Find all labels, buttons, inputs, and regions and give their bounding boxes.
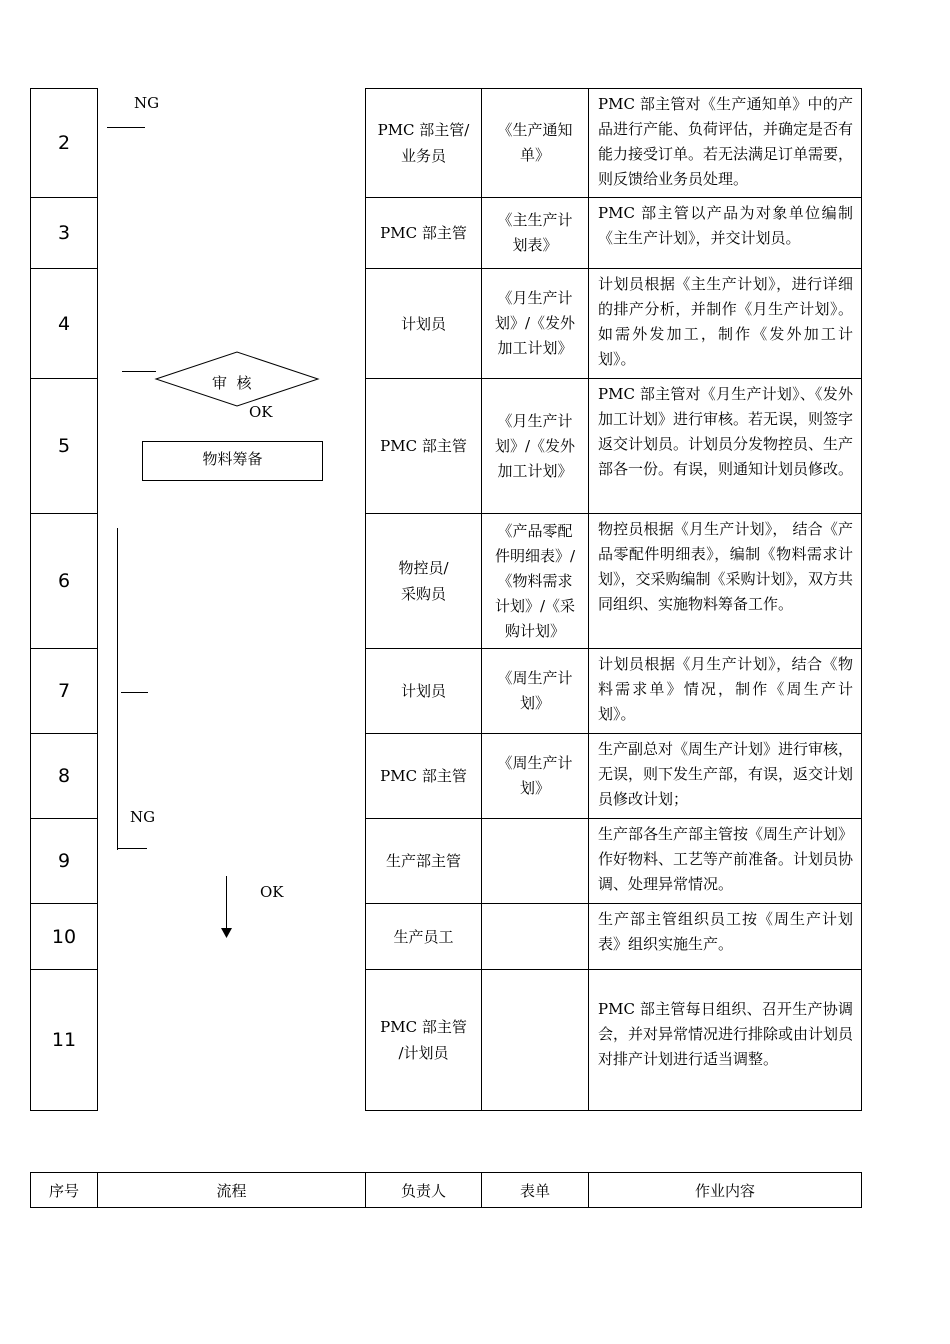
form-cell [482, 970, 588, 1110]
responsible-cell: 计划员 [400, 682, 446, 700]
content-cell: 物控员根据《月生产计划》， 结合《产品零配件明细表》，编制《物料需求计划》，交采购编制《采购计划》，双方共同组织、实施物料筹备工作。 [598, 520, 854, 613]
form-cell: 《产品零配 件明细表》/ 《物料需求 计划》/《采 购计划》 [494, 521, 576, 640]
step-number: 2 [57, 132, 71, 154]
form-cell: 《月生产计 划》/《发外 加工计划》 [494, 411, 576, 480]
form-cell [482, 904, 588, 969]
responsible-cell: 生产员工 [393, 927, 454, 946]
form-cell: 《月生产计 划》/《发外 加工计划》 [494, 289, 576, 357]
form-cell [482, 819, 588, 903]
ok-label-bottom: OK [260, 883, 284, 901]
content-cell: 生产部主管组织员工按《周生产计划表》组织实施生产。 [598, 910, 853, 953]
form-cell: 《周生产计 划》 [497, 754, 573, 797]
responsible-cell: 生产部主管 [385, 852, 461, 870]
header-responsible: 负责人 [400, 1181, 446, 1200]
ng-label-top: NG [134, 94, 160, 112]
step-number: 10 [51, 925, 77, 948]
responsible-cell: PMC 部主管/ 业务员 [377, 121, 470, 165]
content-cell: 生产部各生产部主管按《周生产计划》作好物料、工艺等产前准备。计划员协调、处理异常情况。 [598, 825, 854, 893]
header-form: 表单 [519, 1181, 550, 1200]
header-flow: 流程 [216, 1181, 247, 1200]
responsible-cell: 物控员/ 采购员 [398, 559, 449, 603]
form-cell: 《生产通知 单》 [497, 121, 573, 164]
step-number: 11 [51, 1029, 77, 1051]
responsible-cell: PMC 部主管 [380, 224, 467, 242]
content-cell: PMC 部主管每日组织、召开生产协调会，并对异常情况进行排除或由计划员对排产计划进行适当调整。 [598, 1000, 854, 1068]
ng-label-bottom: NG [130, 808, 156, 826]
content-cell: 计划员根据《月生产计划》，结合《物料需求单》情况，制作《周生产计划》。 [598, 655, 853, 723]
form-cell: 《周生产计 划》 [497, 669, 573, 712]
form-cell: 《主生产计 划表》 [497, 211, 573, 254]
review-label: 审 核 [212, 374, 252, 392]
header-no: 序号 [48, 1181, 79, 1200]
material-preparation-box [142, 441, 323, 481]
step-number: 9 [57, 850, 71, 872]
content-cell: PMC 部主管对《月生产计划》、《发外加工计划》进行审核。若无误，则签字返交计划员。计划员分发物控员、生产部各一份。有误，则通知计划员修改。 [598, 385, 854, 478]
responsible-cell: PMC 部主管 [380, 437, 467, 455]
step-number: 7 [57, 680, 71, 702]
ok-label-review: OK [249, 403, 273, 421]
content-cell: 生产副总对《周生产计划》进行审核，无误，则下发生产部，有误，返交计划员修改计划； [598, 740, 854, 808]
responsible-cell: PMC 部主管 /计划员 [380, 1018, 467, 1062]
down-arrow-icon [221, 928, 232, 938]
step-number: 6 [57, 570, 71, 592]
content-cell: 计划员根据《主生产计划》，进行详细的排产分析，并制作《月生产计划》。如需外发加工，制作《发外加工计划》。 [598, 275, 853, 368]
step-number: 8 [57, 765, 71, 787]
header-content: 作业内容 [694, 1181, 755, 1200]
material-preparation-label: 物料筹备 [202, 450, 263, 468]
content-cell: PMC 部主管以产品为对象单位编制《主生产计划》，并交计划员。 [598, 204, 853, 247]
step-number: 5 [57, 435, 71, 457]
responsible-cell: PMC 部主管 [380, 767, 467, 785]
step-number: 3 [57, 222, 71, 244]
responsible-cell: 计划员 [400, 314, 446, 333]
content-cell: PMC 部主管对《生产通知单》中的产品进行产能、负荷评估，并确定是否有能力接受订单。若无法满足订单需要，则反馈给业务员处理。 [598, 95, 854, 188]
step-number: 4 [57, 312, 71, 335]
